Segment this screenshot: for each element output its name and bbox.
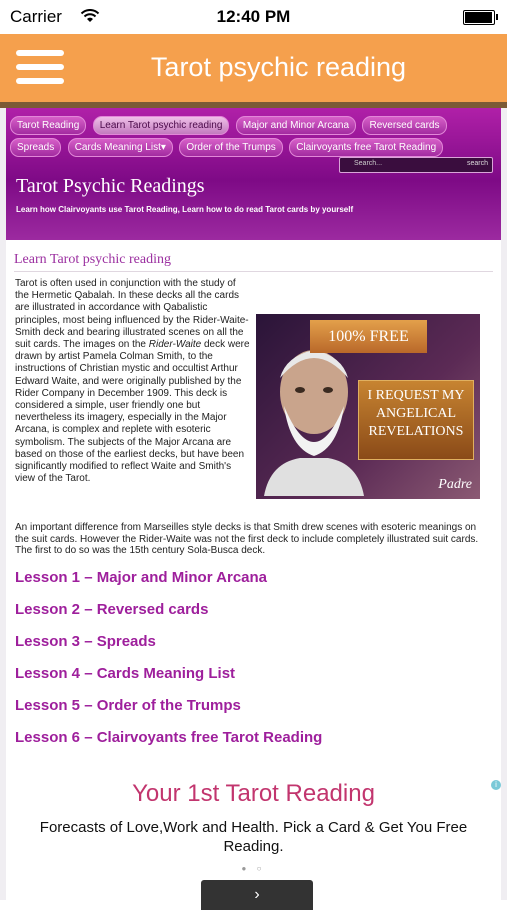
intro-paragraph (15, 278, 252, 485)
portrait-image (260, 328, 368, 496)
next-arrow-button[interactable]: › (201, 880, 313, 910)
reading-ad-banner[interactable] (6, 780, 501, 903)
carrier-label: Carrier (10, 7, 62, 26)
section-title: Learn Tarot psychic reading (14, 252, 171, 267)
lesson-link-6[interactable]: Lesson 6 – Clairvoyants free Tarot Reading (15, 729, 323, 746)
tab-cards-meaning-list[interactable]: Cards Meaning List▾ (68, 138, 173, 157)
banner-text: Forecasts of Love,Work and Health. Pick a Card & Get You Free Reading. (39, 819, 468, 855)
tab-learn-tarot[interactable]: Learn Tarot psychic reading (93, 116, 230, 135)
battery-icon (463, 10, 495, 25)
carousel-dots: ● ○ (241, 864, 266, 873)
search-input[interactable] (339, 157, 493, 173)
search-button[interactable]: search (466, 160, 488, 167)
lesson-link-2[interactable]: Lesson 2 – Reversed cards (15, 601, 209, 618)
tab-tarot-reading[interactable]: Tarot Reading (10, 116, 86, 135)
section-divider (14, 271, 493, 272)
page-container (6, 108, 501, 903)
lesson-link-5[interactable]: Lesson 5 – Order of the Trumps (15, 697, 241, 714)
intro-text-b: deck were drawn by artist Pamela Colman Smith, to the instructions of Christian mystic and occultist Arthur Edward Waite, and were originally published by the Rider Company in December 1909. This deck is considered a simple, user friendly one but nevertheless its imagery, especially in the Major Arcana, is complex and replete with esoteric symbolism. The subjects of the Major Arcana are based on those of the earliest decks, but have been significantly modified to reflect Waite and Smith's view of the Tarot. (15, 339, 250, 485)
clock: 12:40 PM (216, 7, 291, 26)
free-label: 100% FREE (310, 320, 427, 353)
tab-clairvoyants-free[interactable]: Clairvoyants free Tarot Reading (289, 138, 443, 157)
app-navbar (0, 34, 507, 102)
main-content (6, 240, 501, 903)
lesson-link-4[interactable]: Lesson 4 – Cards Meaning List (15, 665, 236, 682)
site-nav (6, 108, 501, 160)
site-subtitle: Learn how Clairvoyants use Tarot Reading, Learn how to do read Tarot cards by yourself (16, 205, 354, 214)
lesson-link-1[interactable]: Lesson 1 – Major and Minor Arcana (15, 569, 268, 586)
angel-ad[interactable] (256, 314, 480, 499)
intro-text-italic: Rider-Waite (148, 339, 202, 351)
intro-text-a: Tarot is often used in conjunction with the study of the Hermetic Qabalah. In these decks all the cards are illustrated in accordance with Qabalistic principles, most being influenced by the Rider-Waite-Smith deck and bearing illustrated scenes on all the suit cards. The images on the (15, 278, 249, 351)
app-title: Tarot psychic reading (150, 52, 407, 82)
webview[interactable] (0, 108, 507, 903)
nav-row-1 (10, 116, 497, 138)
ad-info-icon[interactable]: i (491, 780, 501, 790)
second-paragraph: An important difference from Marseilles style decks is that Smith drew scenes with esoteric meanings on the suit cards. However the Rider-Waite was not the first deck to include completely illustrated suit cards. The first to do so was the 15th century Sola-Busca deck. (15, 522, 479, 556)
site-title: Tarot Psychic Readings (16, 175, 205, 197)
ad-cta-button[interactable]: I REQUEST MY ANGELICAL REVELATIONS (358, 380, 474, 460)
tab-spreads[interactable]: Spreads (10, 138, 61, 157)
tab-order-of-trumps[interactable]: Order of the Trumps (179, 138, 282, 157)
status-bar (0, 0, 507, 34)
tab-reversed-cards[interactable]: Reversed cards (362, 116, 446, 135)
site-header (6, 108, 501, 240)
lesson-list (15, 568, 322, 760)
ad-signature: Padre (438, 477, 472, 492)
tab-major-minor-arcana[interactable]: Major and Minor Arcana (236, 116, 356, 135)
lesson-link-3[interactable]: Lesson 3 – Spreads (15, 633, 156, 650)
search-placeholder: Search... (354, 160, 383, 167)
banner-headline: Your 1st Tarot Reading (132, 780, 375, 807)
